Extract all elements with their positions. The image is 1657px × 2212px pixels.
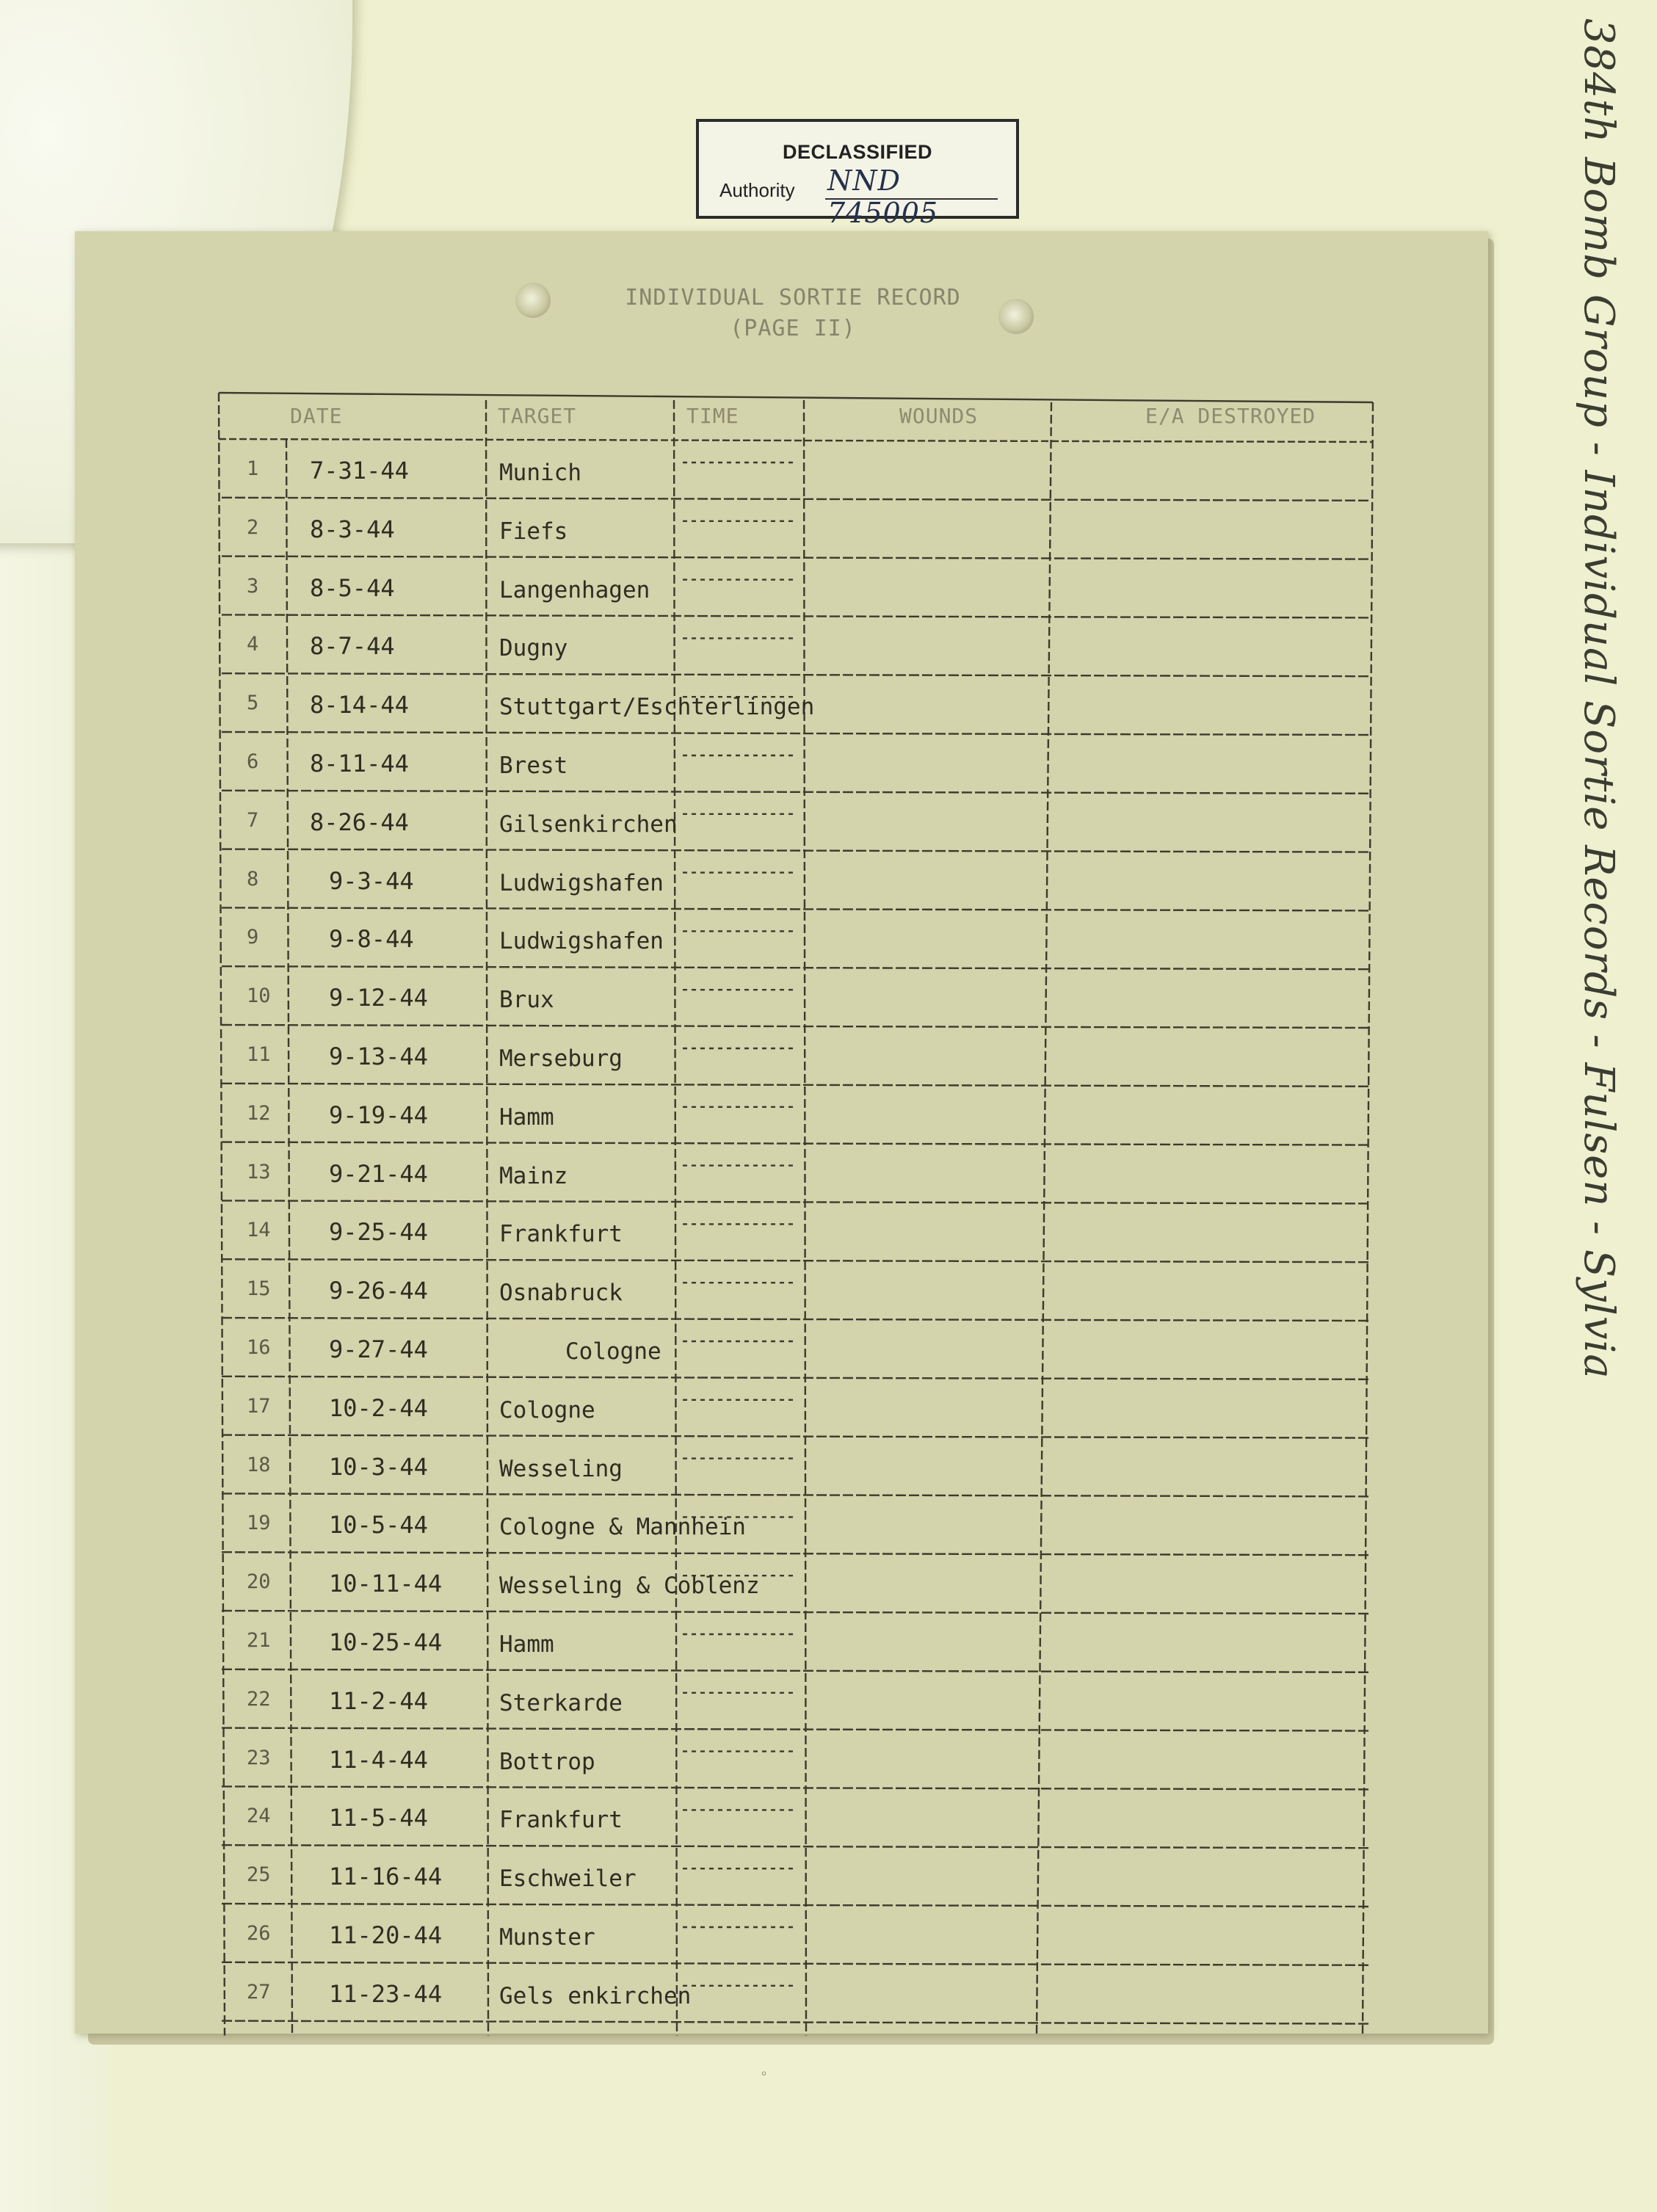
row-target: Stuttgart/Eschterlingen (499, 694, 815, 721)
row-date: 10-2-44 (329, 1393, 428, 1422)
header-wounds: WOUNDS (899, 404, 979, 428)
row-number: 7 (247, 808, 259, 832)
header-bottom-line (219, 439, 1373, 442)
row-date: 8-14-44 (310, 691, 409, 719)
table-row-line (222, 1084, 1371, 1087)
column-border-right (1363, 402, 1373, 2036)
table-row-line (222, 1728, 1371, 1731)
form-title-line2: (PAGE II) (730, 316, 856, 341)
row-number: 5 (247, 692, 259, 715)
table-row-line (222, 849, 1371, 852)
row-date: 8-11-44 (310, 750, 409, 777)
row-number: 3 (247, 574, 259, 598)
row-number: 26 (247, 1922, 271, 1945)
table-row-line (222, 1962, 1371, 1965)
table-row-line (222, 614, 1371, 617)
form-title-line1: INDIVIDUAL SORTIE RECORD (625, 285, 961, 311)
table-row-line (222, 1904, 1371, 1907)
row-date: 10-25-44 (329, 1628, 443, 1656)
table-row-line (222, 907, 1371, 910)
row-number: 22 (247, 1687, 271, 1711)
row-number: 27 (247, 1980, 271, 2004)
row-target: Munster (499, 1924, 595, 1951)
row-date: 11-5-44 (329, 1804, 428, 1832)
table-row-line (222, 556, 1371, 559)
row-number: 12 (247, 1101, 271, 1125)
row-target: Frankfurt (499, 1807, 623, 1834)
row-target: Munich (499, 460, 581, 486)
row-target: Wesseling & Coblenz (499, 1573, 760, 1600)
column-border-left (219, 393, 225, 2036)
table-row-line (222, 1552, 1371, 1555)
row-target: Osnabruck (499, 1280, 623, 1307)
row-date: 11-23-44 (329, 1979, 443, 2008)
row-number: 11 (247, 1043, 271, 1066)
row-date: 9-19-44 (329, 1100, 428, 1129)
row-date: 11-20-44 (329, 1921, 443, 1949)
header-target: TARGET (498, 404, 577, 428)
row-target: Mainz (499, 1162, 568, 1189)
row-date: 9-12-44 (329, 984, 428, 1012)
row-date: 9-26-44 (329, 1277, 428, 1305)
page-mark: ◦ (760, 2067, 768, 2082)
row-target: Gilsenkirchen (499, 811, 678, 838)
row-date: 11-16-44 (329, 1863, 443, 1891)
row-date: 9-3-44 (329, 866, 414, 895)
table-row-line (222, 1786, 1371, 1789)
row-number: 18 (247, 1453, 271, 1476)
row-target: Hamm (499, 1631, 554, 1658)
row-date: 10-5-44 (329, 1511, 428, 1540)
table-row-line (222, 498, 1371, 501)
row-number: 14 (247, 1219, 271, 1242)
row-date: 8-26-44 (310, 808, 409, 836)
row-target: Brux (499, 987, 554, 1014)
row-date: 10-3-44 (329, 1452, 428, 1481)
row-date: 10-11-44 (329, 1570, 443, 1598)
row-target: Cologne (565, 1338, 661, 1365)
table-row-line (222, 791, 1371, 794)
row-date: 9-25-44 (329, 1218, 428, 1247)
row-number: 2 (247, 515, 259, 539)
row-date: 9-21-44 (329, 1159, 428, 1188)
table-row-line (222, 1025, 1371, 1028)
table-row-line (222, 1318, 1371, 1321)
row-date: 8-3-44 (310, 515, 395, 543)
header-ea-destroyed: E/A DESTROYED (1145, 404, 1316, 428)
row-number: 24 (247, 1805, 271, 1828)
row-target: Brest (499, 753, 568, 779)
table-row-line (222, 1493, 1371, 1496)
row-date: 9-13-44 (329, 1042, 428, 1070)
row-target: Ludwigshafen (499, 869, 664, 896)
table-row-line (222, 2021, 1371, 2024)
row-number: 1 (247, 457, 259, 480)
column-border-time (804, 400, 806, 2036)
row-number: 10 (247, 984, 271, 1008)
row-number: 8 (247, 867, 259, 891)
table-row-line (222, 1200, 1371, 1203)
row-target: Frankfurt (499, 1221, 623, 1248)
row-number: 16 (247, 1336, 271, 1359)
row-target: Dugny (499, 635, 568, 662)
row-target: Fiefs (499, 518, 568, 545)
column-border-date (486, 400, 488, 2036)
table-top-border (219, 393, 1373, 402)
row-date: 7-31-44 (310, 457, 409, 485)
row-date: 8-7-44 (310, 632, 395, 661)
row-target: Bottrop (499, 1748, 595, 1775)
row-target: Hamm (499, 1103, 554, 1131)
column-border-num (286, 439, 292, 2036)
row-target: Eschweiler (499, 1865, 637, 1893)
table-row-line (222, 1142, 1371, 1145)
header-date: DATE (290, 404, 343, 428)
row-date: 9-8-44 (329, 925, 414, 954)
table-row-line (222, 1259, 1371, 1262)
row-number: 20 (247, 1570, 271, 1594)
row-target: Langenhagen (499, 576, 650, 603)
row-number: 9 (247, 926, 259, 949)
row-date: 11-4-44 (329, 1745, 428, 1774)
row-target: Wesseling (499, 1455, 623, 1482)
header-time: TIME (686, 404, 739, 428)
table-row-line (222, 1435, 1371, 1438)
row-number: 6 (247, 750, 259, 773)
table-row-line (222, 1669, 1371, 1672)
row-date: 11-2-44 (329, 1686, 428, 1715)
column-border-wounds (1037, 402, 1051, 2036)
row-number: 17 (247, 1394, 271, 1418)
row-number: 21 (247, 1629, 271, 1652)
stamp-title: DECLASSIFIED (782, 141, 933, 163)
row-number: 15 (247, 1277, 271, 1301)
row-number: 19 (247, 1512, 271, 1535)
row-target: Merseburg (499, 1045, 623, 1072)
row-date: 9-27-44 (329, 1335, 428, 1363)
row-number: 25 (247, 1863, 271, 1887)
handwritten-margin-note: 384th Bomb Group - Individual Sortie Records - Fulsen - Sylvia (1575, 18, 1622, 1379)
table-row-line (222, 1611, 1371, 1614)
table-row-line (222, 732, 1371, 735)
table-row-line (222, 1845, 1371, 1848)
row-target: Sterkarde (499, 1689, 623, 1716)
stamp-authority-value: NND 745005 (827, 164, 939, 229)
row-target: Cologne & Mannhein (499, 1514, 746, 1541)
row-target: Ludwigshafen (499, 928, 664, 955)
column-border-target (674, 400, 677, 2036)
row-number: 13 (247, 1160, 271, 1183)
row-number: 23 (247, 1746, 271, 1769)
row-date: 8-5-44 (310, 573, 395, 602)
stamp-authority-label: Authority (719, 179, 795, 201)
row-target: Gels enkirchen (499, 1982, 692, 2009)
row-target: Cologne (499, 1396, 595, 1424)
table-row-line (222, 966, 1371, 969)
row-number: 4 (247, 633, 259, 656)
table-row-line (222, 673, 1371, 676)
table-row-line (222, 1377, 1371, 1379)
